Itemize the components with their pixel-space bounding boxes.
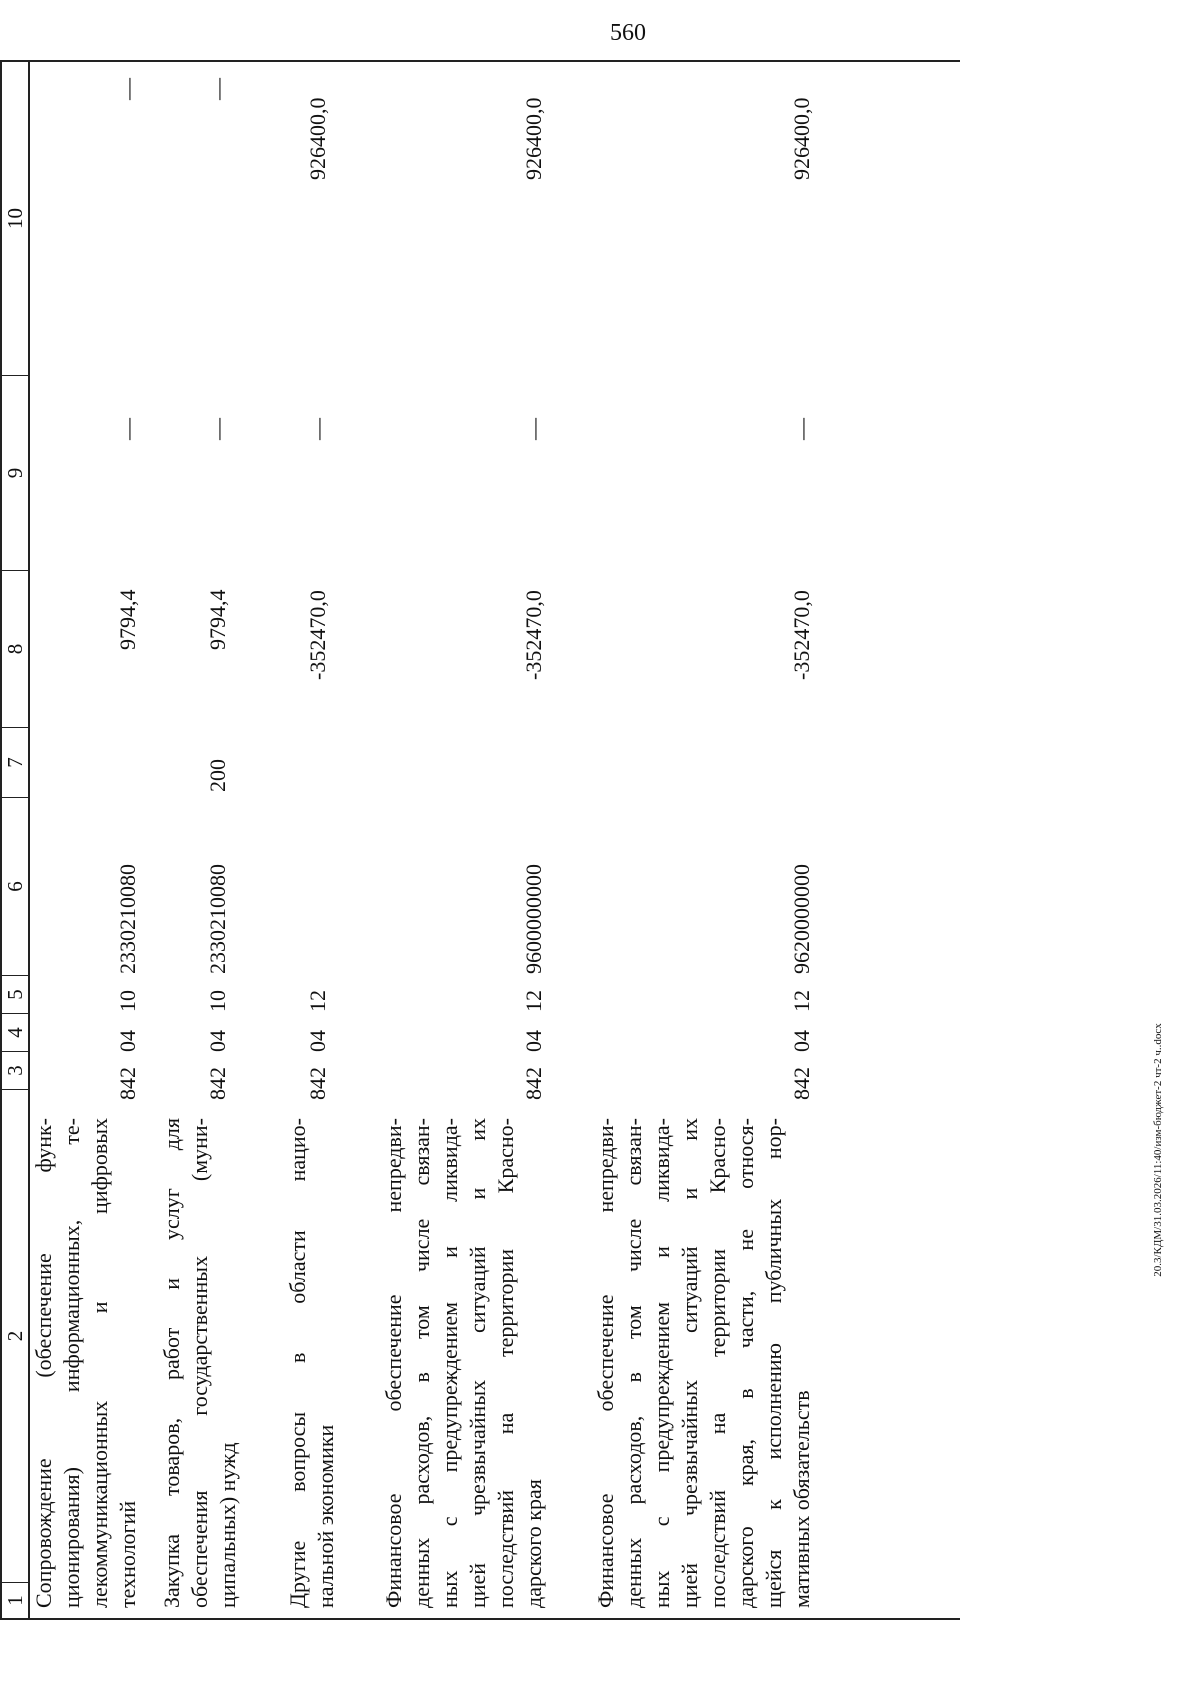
cell-col-5: 10 xyxy=(115,990,140,1012)
cell-col-5: 12 xyxy=(789,990,814,1012)
table-header-row xyxy=(0,60,30,1620)
cell-col-9: — xyxy=(205,418,230,440)
cell-col-3: 842 xyxy=(115,1067,140,1100)
row-description xyxy=(592,1118,816,1608)
cell-col-5: 12 xyxy=(305,990,330,1012)
header-col-3: 3 xyxy=(2,1051,28,1089)
budget-table xyxy=(0,60,960,1620)
rotated-page-content xyxy=(0,60,960,1620)
description-line: Другие вопросы в области нацио- xyxy=(285,1118,310,1608)
cell-col-3: 842 xyxy=(789,1067,814,1100)
cell-col-9: — xyxy=(789,418,814,440)
description-line: мативных обязательств xyxy=(789,1390,814,1608)
description-line: последствий на территории Красно- xyxy=(493,1118,518,1608)
cell-col-8: 9794,4 xyxy=(205,589,230,650)
description-line: щейся к исполнению публичных нор- xyxy=(761,1118,786,1608)
header-col-10: 10 xyxy=(3,208,27,229)
table-row xyxy=(30,60,150,1620)
table-row xyxy=(284,60,354,1620)
cell-col-9: — xyxy=(521,418,546,440)
description-line: ционирования) информационных, те- xyxy=(59,1118,84,1608)
header-col-1: 1 xyxy=(2,1582,28,1618)
description-line: ных с предупреждением и ликвида- xyxy=(437,1118,462,1608)
header-col-7: 7 xyxy=(2,727,28,797)
description-line: Финансовое обеспечение непредви- xyxy=(593,1118,618,1608)
description-line: цией чрезвычайных ситуаций и их xyxy=(465,1118,490,1608)
description-line: ципальных) нужд xyxy=(215,1442,240,1608)
header-col-6: 6 xyxy=(2,797,28,975)
cell-col-10: 926400,0 xyxy=(789,97,814,180)
cell-col-10: 926400,0 xyxy=(305,97,330,180)
description-line: цией чрезвычайных ситуаций и их xyxy=(677,1118,702,1608)
cell-col-8: -352470,0 xyxy=(521,590,546,680)
cell-col-6: 2330210080 xyxy=(115,864,140,974)
header-col-4: 4 xyxy=(2,1013,28,1051)
cell-col-10: 926400,0 xyxy=(521,97,546,180)
row-description xyxy=(284,1118,340,1608)
description-line: последствий на территории Красно- xyxy=(705,1118,730,1608)
cell-col-8: -352470,0 xyxy=(789,590,814,680)
header-col-5: 5 xyxy=(2,975,28,1013)
description-line: Финансовое обеспечение непредви- xyxy=(381,1118,406,1608)
cell-col-3: 842 xyxy=(305,1067,330,1100)
cell-col-3: 842 xyxy=(521,1067,546,1100)
cell-col-4: 04 xyxy=(789,1030,814,1052)
table-row xyxy=(592,60,832,1620)
table-row xyxy=(158,60,258,1620)
cell-col-4: 04 xyxy=(115,1030,140,1052)
description-line: обеспечения государственных (муни- xyxy=(187,1118,212,1608)
table-row xyxy=(380,60,560,1620)
cell-col-5: 10 xyxy=(205,990,230,1012)
description-line: Сопровождение (обеспечение функ- xyxy=(31,1118,56,1608)
description-line: технологий xyxy=(115,1500,140,1608)
header-col-2: 2 xyxy=(2,1089,28,1582)
cell-col-6: 9600000000 xyxy=(521,864,546,974)
cell-col-3: 842 xyxy=(205,1067,230,1100)
header-col-8: 8 xyxy=(2,570,28,727)
description-line: денных расходов, в том числе связан- xyxy=(621,1118,646,1608)
description-line: лекоммуникационных и цифровых xyxy=(87,1118,112,1608)
description-line: ных с предупреждением и ликвида- xyxy=(649,1118,674,1608)
header-col-9: 9 xyxy=(2,375,28,570)
cell-col-4: 04 xyxy=(305,1030,330,1052)
page-number: 560 xyxy=(610,20,646,46)
row-description xyxy=(380,1118,548,1608)
description-line: дарского края, в части, не относя- xyxy=(733,1118,758,1608)
description-line: нальной экономики xyxy=(313,1424,338,1608)
cell-col-6: 9620000000 xyxy=(789,864,814,974)
cell-col-8: 9794,4 xyxy=(115,589,140,650)
description-line: денных расходов, в том числе связан- xyxy=(409,1118,434,1608)
cell-col-4: 04 xyxy=(521,1030,546,1052)
footer-file-note: 20.3/КДМ/31.03.2026/11:40/изм-бюджет-2 чт-2 ч..docx xyxy=(1152,1023,1164,1277)
cell-col-6: 2330210080 xyxy=(205,864,230,974)
description-line: дарского края xyxy=(521,1479,546,1608)
cell-col-8: -352470,0 xyxy=(305,590,330,680)
cell-col-10: — xyxy=(115,78,140,100)
cell-col-5: 12 xyxy=(521,990,546,1012)
cell-col-7: 200 xyxy=(205,759,230,792)
description-line: Закупка товаров, работ и услуг для xyxy=(159,1118,184,1608)
cell-col-9: — xyxy=(115,418,140,440)
row-description xyxy=(30,1118,142,1608)
cell-col-9: — xyxy=(305,418,330,440)
cell-col-4: 04 xyxy=(205,1030,230,1052)
row-description xyxy=(158,1118,242,1608)
cell-col-10: — xyxy=(205,78,230,100)
